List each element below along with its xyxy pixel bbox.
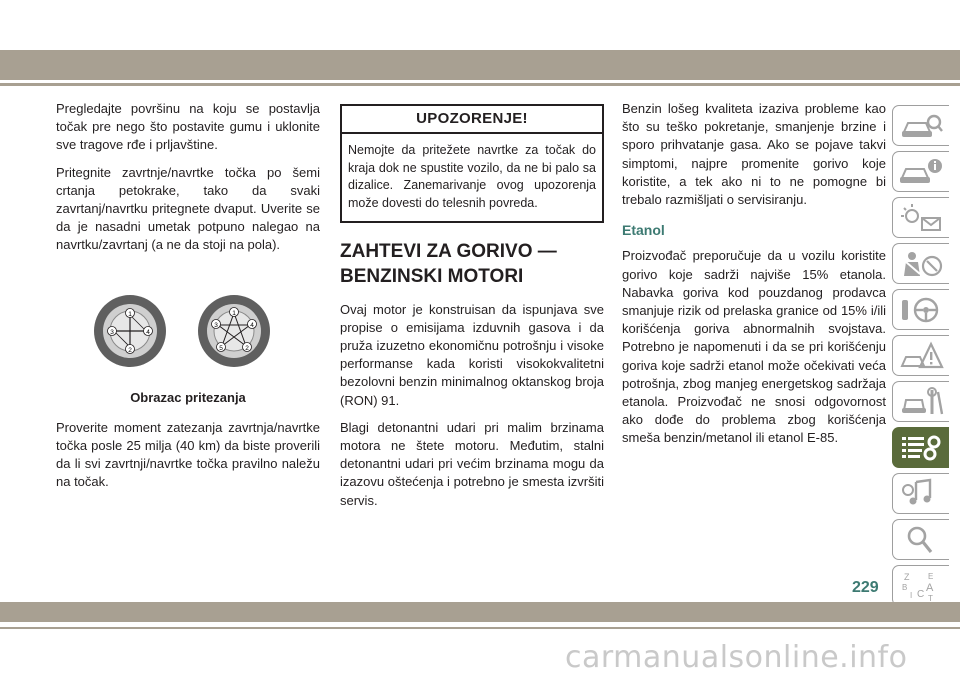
tab-safety[interactable] <box>892 243 949 284</box>
alphabet-index-icon <box>898 570 944 602</box>
section-heading-fuel: ZAHTEVI ZA GORIVO — BENZINSKI MOTORI <box>340 240 557 287</box>
index-letter: Z <box>904 571 910 582</box>
index-letter: A <box>926 581 934 594</box>
index-letter: C <box>917 588 925 600</box>
lug-number: 3 <box>214 321 218 329</box>
emergency-triangle-icon <box>898 340 944 372</box>
tab-index-search[interactable] <box>892 519 949 560</box>
tab-alphabet-index[interactable] <box>892 565 949 606</box>
paragraph-knock: Blagi detonantni udari pri malim brzinama motora ne štete motoru. Međutim, stalni detonantni udari pri većim brzinama mogu da izazovu oštećenja i potrebno je smesta izvršiti servis. <box>340 419 604 508</box>
lug-number: 3 <box>110 328 114 336</box>
tightening-pattern-figure <box>56 283 320 379</box>
paragraph-torque-check: Proverite moment zatezanja zavrtnja/navrtke točka posle 25 milja (40 km) da biste proverili da li svi zavrtnji/navrtke točka pravilno naležu na točak. <box>56 419 320 490</box>
column-middle <box>340 100 604 519</box>
lug-number: 2 <box>128 346 132 354</box>
paragraph-engine-fuel: Ovaj motor je konstruisan da ispunjava sve propise o emisijama izduvnih gasova i da pruža izuzetno ekonomičnu potrošnju i visoke performanse kada koristi visokokvalitetni bezolovni benzin minimalnog oktanskog broja (RON) 91. <box>340 301 604 408</box>
header-band <box>0 50 960 80</box>
warning-box <box>340 104 604 223</box>
header-rule <box>0 83 960 86</box>
specifications-gear-icon <box>898 432 944 464</box>
tab-car-info[interactable] <box>892 151 949 192</box>
chapter-tabs <box>892 105 950 611</box>
steering-wheel-icon <box>898 294 944 326</box>
lug-number: 4 <box>146 328 150 336</box>
tab-multimedia[interactable] <box>892 473 949 514</box>
tab-servicing[interactable] <box>892 381 949 422</box>
lug-number: 1 <box>128 310 132 318</box>
index-letter: T <box>928 593 933 602</box>
warning-text: Nemojte da pritežete navrtke za točak do kraja dok ne spustite vozilo, da ne bi palo sa dizalice. Zanemarivanje ovog upozorenja može dovesti do telesnih povreda. <box>348 143 596 210</box>
column-right <box>622 100 886 457</box>
service-tools-icon <box>898 386 944 418</box>
paragraph-star-pattern: Pritegnite zavrtnje/navrtke točka po šemi crtanja petokrake, tako da svaki zavrtanj/navrtku pritegnete dvaput. Uverite se da je nasadni umetak potpuno nalegao na navrtku/zavrtanj (a ne da stoji na pola). <box>56 164 320 253</box>
subheading-ethanol: Etanol <box>622 222 665 239</box>
tab-warning-lights[interactable] <box>892 197 949 238</box>
wheel-five-lug <box>198 295 270 367</box>
tab-starting-operating[interactable] <box>892 289 949 330</box>
lug-number: 5 <box>219 344 223 352</box>
index-letter: E <box>928 571 934 581</box>
tab-car-search[interactable] <box>892 105 949 146</box>
footer-band <box>0 602 960 622</box>
figure-caption: Obrazac pritezanja <box>130 389 246 405</box>
column-left <box>56 100 320 501</box>
watermark: carmanualsonline.info <box>565 640 908 675</box>
warning-lights-icon <box>898 202 944 234</box>
safety-airbag-icon <box>898 248 944 280</box>
car-search-icon <box>898 110 944 142</box>
tab-specifications[interactable] <box>892 427 949 468</box>
warning-title: UPOZORENJE! <box>342 106 602 134</box>
paragraph-surface-inspection: Pregledajte površinu na koju se postavlja točak pre nego što postavite gumu i uklonite sve tragove rđe i prljavštine. <box>56 101 320 153</box>
paragraph-ethanol: Proizvođač preporučuje da u vozilu koristite gorivo koje sadrži najviše 15% etanola. Nabavka goriva kod pouzdanog prodavca smanjuje rizik od prelaska granice od 15% i/ili korišćenja goriva abnormalnih svojstava. Potrebno je napomenuti i da se pri korišćenju goriva koje sadrži etanol može očekivati veća potrošnja, zbog manjeg energetskog sadržaja etanola. Proizvođač ne snosi odgovornost ako dođe do problema zbog korišćenja smeša benzin/metanol ili etanol E-85. <box>622 248 886 446</box>
index-letter: I <box>910 590 913 600</box>
index-letter: B <box>902 582 908 592</box>
page-number: 229 <box>852 579 879 596</box>
multimedia-music-icon <box>898 478 944 510</box>
lug-number: 1 <box>232 309 236 317</box>
lug-number: 4 <box>250 321 254 329</box>
wheel-four-lug <box>94 295 166 367</box>
car-info-icon <box>898 156 944 188</box>
tab-emergency[interactable] <box>892 335 949 376</box>
footer-rule <box>0 627 960 629</box>
lug-number: 2 <box>245 344 249 352</box>
wheel-diagram <box>56 283 320 379</box>
paragraph-poor-fuel: Benzin lošeg kvaliteta izaziva probleme kao što su teško pokretanje, smanjenje brzine i sporo prihvatanje gasa. Ako se pojave takvi simptomi, najpre promenite gorivo koje koristite, a tek ako ni to ne pomogne bi trebalo razmišljati o servisiranju. <box>622 101 886 208</box>
index-search-icon <box>898 524 944 556</box>
